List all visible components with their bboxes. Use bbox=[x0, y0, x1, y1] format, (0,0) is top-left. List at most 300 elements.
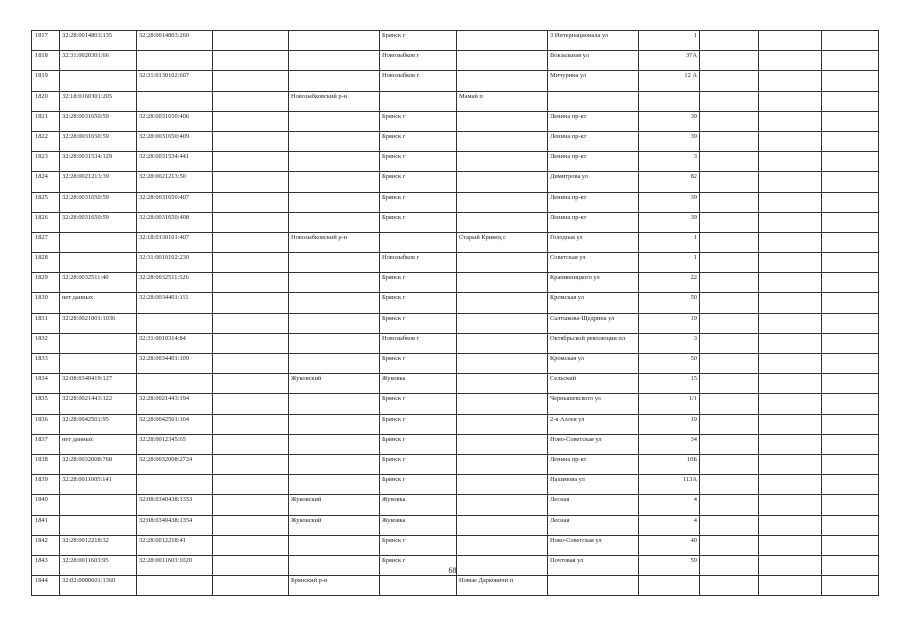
district-cell bbox=[289, 152, 380, 172]
settlement-cell bbox=[457, 515, 548, 535]
object-cadastral-number-cell bbox=[137, 374, 213, 394]
empty-cell bbox=[759, 576, 822, 596]
empty-cell bbox=[213, 454, 289, 474]
city-cell: Брянск г bbox=[380, 354, 457, 374]
district-cell bbox=[289, 293, 380, 313]
cadastral-number-cell: 32:28:0031650:59 bbox=[60, 212, 137, 232]
row-number-cell: 1817 bbox=[32, 31, 60, 51]
row-number-cell: 1831 bbox=[32, 313, 60, 333]
settlement-cell: Старый Кривец с bbox=[457, 232, 548, 252]
street-cell: 3 Интернационала ул bbox=[548, 31, 639, 51]
cadastral-number-cell: 32:28:0011603:95 bbox=[60, 555, 137, 575]
empty-cell bbox=[213, 273, 289, 293]
district-cell bbox=[289, 111, 380, 131]
row-number-cell: 1840 bbox=[32, 495, 60, 515]
empty-cell bbox=[759, 152, 822, 172]
empty-cell bbox=[700, 253, 759, 273]
object-cadastral-number-cell: 32:28:0012345:65 bbox=[137, 434, 213, 454]
empty-cell bbox=[759, 91, 822, 111]
empty-cell bbox=[213, 576, 289, 596]
street-cell: Ленина пр-кт bbox=[548, 212, 639, 232]
object-cadastral-number-cell: 32:08:0340438:1353 bbox=[137, 495, 213, 515]
object-cadastral-number-cell bbox=[137, 576, 213, 596]
city-cell: Брянск г bbox=[380, 212, 457, 232]
row-number-cell: 1842 bbox=[32, 535, 60, 555]
cadastral-number-cell bbox=[60, 333, 137, 353]
city-cell: Брянск г bbox=[380, 172, 457, 192]
empty-cell bbox=[822, 192, 879, 212]
house-number-cell: 19 bbox=[639, 313, 700, 333]
row-number-cell: 1826 bbox=[32, 212, 60, 232]
empty-cell bbox=[213, 434, 289, 454]
house-number-cell bbox=[639, 91, 700, 111]
object-cadastral-number-cell bbox=[137, 313, 213, 333]
city-cell: Брянск г bbox=[380, 555, 457, 575]
settlement-cell bbox=[457, 374, 548, 394]
cadastral-number-cell: 32:28:0014803:135 bbox=[60, 31, 137, 51]
settlement-cell bbox=[457, 434, 548, 454]
empty-cell bbox=[213, 91, 289, 111]
street-cell: Мичурина ул bbox=[548, 71, 639, 91]
empty-cell bbox=[700, 354, 759, 374]
empty-cell bbox=[700, 172, 759, 192]
street-cell: Октябрьской революции пл bbox=[548, 333, 639, 353]
empty-cell bbox=[700, 152, 759, 172]
district-cell bbox=[289, 31, 380, 51]
table-row bbox=[32, 111, 879, 131]
row-number-cell: 1825 bbox=[32, 192, 60, 212]
street-cell: Кромская ул bbox=[548, 354, 639, 374]
object-cadastral-number-cell: 32:31:0010102:230 bbox=[137, 253, 213, 273]
empty-cell bbox=[700, 313, 759, 333]
empty-cell bbox=[759, 475, 822, 495]
object-cadastral-number-cell: 32:28:0034401:109 bbox=[137, 354, 213, 374]
street-cell: Почтовая ул bbox=[548, 555, 639, 575]
empty-cell bbox=[700, 71, 759, 91]
empty-cell bbox=[700, 273, 759, 293]
district-cell bbox=[289, 253, 380, 273]
settlement-cell bbox=[457, 414, 548, 434]
district-cell: Брянский р-н bbox=[289, 576, 380, 596]
empty-cell bbox=[822, 152, 879, 172]
row-number-cell: 1822 bbox=[32, 131, 60, 151]
house-number-cell: 34 bbox=[639, 434, 700, 454]
empty-cell bbox=[759, 434, 822, 454]
city-cell: Жуковка bbox=[380, 374, 457, 394]
table-row bbox=[32, 414, 879, 434]
street-cell: Советская ул bbox=[548, 253, 639, 273]
empty-cell bbox=[213, 354, 289, 374]
empty-cell bbox=[700, 515, 759, 535]
cadastral-number-cell bbox=[60, 71, 137, 91]
settlement-cell bbox=[457, 51, 548, 71]
empty-cell bbox=[700, 454, 759, 474]
house-number-cell: 19 bbox=[639, 414, 700, 434]
house-number-cell: 40 bbox=[639, 535, 700, 555]
empty-cell bbox=[700, 576, 759, 596]
city-cell bbox=[380, 576, 457, 596]
empty-cell bbox=[700, 434, 759, 454]
city-cell: Новозыбков г bbox=[380, 71, 457, 91]
house-number-cell: 10Б bbox=[639, 454, 700, 474]
district-cell bbox=[289, 71, 380, 91]
street-cell: Голодная ул bbox=[548, 232, 639, 252]
empty-cell bbox=[213, 51, 289, 71]
house-number-cell: 39 bbox=[639, 111, 700, 131]
object-cadastral-number-cell: 32:28:0032511:526 bbox=[137, 273, 213, 293]
city-cell: Брянск г bbox=[380, 394, 457, 414]
empty-cell bbox=[213, 152, 289, 172]
settlement-cell bbox=[457, 333, 548, 353]
empty-cell bbox=[822, 293, 879, 313]
row-number-cell: 1829 bbox=[32, 273, 60, 293]
empty-cell bbox=[759, 31, 822, 51]
object-cadastral-number-cell bbox=[137, 475, 213, 495]
empty-cell bbox=[822, 576, 879, 596]
house-number-cell: 82 bbox=[639, 172, 700, 192]
row-number-cell: 1833 bbox=[32, 354, 60, 374]
empty-cell bbox=[822, 131, 879, 151]
cadastral-number-cell: 32:28:0032008:768 bbox=[60, 454, 137, 474]
cadastral-number-cell: 32:31:0020301:66 bbox=[60, 51, 137, 71]
cadastral-number-cell: нет данных bbox=[60, 293, 137, 313]
empty-cell bbox=[759, 374, 822, 394]
empty-cell bbox=[822, 313, 879, 333]
settlement-cell bbox=[457, 273, 548, 293]
empty-cell bbox=[213, 293, 289, 313]
city-cell: Брянск г bbox=[380, 454, 457, 474]
city-cell: Новозыбков г bbox=[380, 51, 457, 71]
settlement-cell bbox=[457, 71, 548, 91]
table-row bbox=[32, 374, 879, 394]
table-row bbox=[32, 354, 879, 374]
address-register-table bbox=[31, 30, 879, 596]
city-cell: Жуковка bbox=[380, 495, 457, 515]
cadastral-number-cell: 32:28:0021213:39 bbox=[60, 172, 137, 192]
settlement-cell bbox=[457, 253, 548, 273]
city-cell: Жуковка bbox=[380, 515, 457, 535]
empty-cell bbox=[822, 333, 879, 353]
table-row bbox=[32, 131, 879, 151]
settlement-cell: Мамай п bbox=[457, 91, 548, 111]
settlement-cell bbox=[457, 354, 548, 374]
empty-cell bbox=[700, 495, 759, 515]
cadastral-number-cell: 32:18:0160301:205 bbox=[60, 91, 137, 111]
table-row bbox=[32, 91, 879, 111]
house-number-cell: 50 bbox=[639, 293, 700, 313]
cadastral-number-cell: 32:28:0011005:141 bbox=[60, 475, 137, 495]
district-cell bbox=[289, 212, 380, 232]
house-number-cell: 39 bbox=[639, 192, 700, 212]
city-cell: Брянск г bbox=[380, 31, 457, 51]
table-body bbox=[32, 31, 879, 596]
empty-cell bbox=[213, 192, 289, 212]
empty-cell bbox=[700, 232, 759, 252]
district-cell bbox=[289, 51, 380, 71]
city-cell: Новозыбков г bbox=[380, 333, 457, 353]
object-cadastral-number-cell: 32:18:0130101:407 bbox=[137, 232, 213, 252]
empty-cell bbox=[822, 232, 879, 252]
empty-cell bbox=[822, 31, 879, 51]
empty-cell bbox=[213, 374, 289, 394]
row-number-cell: 1819 bbox=[32, 71, 60, 91]
empty-cell bbox=[213, 172, 289, 192]
row-number-cell: 1837 bbox=[32, 434, 60, 454]
empty-cell bbox=[822, 515, 879, 535]
empty-cell bbox=[213, 131, 289, 151]
cadastral-number-cell: 32:02:0080601:1360 bbox=[60, 576, 137, 596]
district-cell bbox=[289, 475, 380, 495]
empty-cell bbox=[822, 414, 879, 434]
empty-cell bbox=[822, 172, 879, 192]
house-number-cell: 1 bbox=[639, 253, 700, 273]
table-row bbox=[32, 71, 879, 91]
table-row bbox=[32, 495, 879, 515]
table-row bbox=[32, 31, 879, 51]
empty-cell bbox=[700, 333, 759, 353]
city-cell: Брянск г bbox=[380, 131, 457, 151]
street-cell bbox=[548, 91, 639, 111]
house-number-cell: 39 bbox=[639, 212, 700, 232]
empty-cell bbox=[822, 394, 879, 414]
row-number-cell: 1838 bbox=[32, 454, 60, 474]
district-cell: Новозыбковский р-н bbox=[289, 232, 380, 252]
empty-cell bbox=[700, 414, 759, 434]
empty-cell bbox=[822, 273, 879, 293]
city-cell: Брянск г bbox=[380, 192, 457, 212]
empty-cell bbox=[759, 515, 822, 535]
cadastral-number-cell: 32:28:0021443:122 bbox=[60, 394, 137, 414]
district-cell bbox=[289, 535, 380, 555]
city-cell: Брянск г bbox=[380, 535, 457, 555]
empty-cell bbox=[822, 354, 879, 374]
object-cadastral-number-cell: 32:28:0021443:194 bbox=[137, 394, 213, 414]
page-number: 68 bbox=[448, 566, 457, 575]
empty-cell bbox=[700, 131, 759, 151]
empty-cell bbox=[213, 535, 289, 555]
row-number-cell: 1818 bbox=[32, 51, 60, 71]
empty-cell bbox=[759, 333, 822, 353]
table-row bbox=[32, 152, 879, 172]
table-row bbox=[32, 232, 879, 252]
cadastral-number-cell bbox=[60, 515, 137, 535]
empty-cell bbox=[759, 253, 822, 273]
district-cell bbox=[289, 434, 380, 454]
cadastral-number-cell: 32:28:0032511:40 bbox=[60, 273, 137, 293]
settlement-cell bbox=[457, 394, 548, 414]
cadastral-number-cell: 32:28:0031650:59 bbox=[60, 111, 137, 131]
empty-cell bbox=[700, 293, 759, 313]
empty-cell bbox=[759, 273, 822, 293]
empty-cell bbox=[822, 212, 879, 232]
empty-cell bbox=[213, 333, 289, 353]
cadastral-number-cell: 32:28:0031650:59 bbox=[60, 131, 137, 151]
empty-cell bbox=[822, 495, 879, 515]
street-cell: Ленина пр-кт bbox=[548, 454, 639, 474]
empty-cell bbox=[759, 131, 822, 151]
row-number-cell: 1828 bbox=[32, 253, 60, 273]
empty-cell bbox=[759, 495, 822, 515]
empty-cell bbox=[700, 51, 759, 71]
table-row bbox=[32, 475, 879, 495]
cadastral-number-cell: 32:28:0012218:32 bbox=[60, 535, 137, 555]
cadastral-number-cell bbox=[60, 253, 137, 273]
house-number-cell: 3 bbox=[639, 152, 700, 172]
cadastral-number-cell: 32:28:0031650:59 bbox=[60, 192, 137, 212]
row-number-cell: 1832 bbox=[32, 333, 60, 353]
city-cell: Брянск г bbox=[380, 475, 457, 495]
empty-cell bbox=[822, 111, 879, 131]
table-row bbox=[32, 535, 879, 555]
object-cadastral-number-cell: 32:28:0011603:1020 bbox=[137, 555, 213, 575]
empty-cell bbox=[759, 293, 822, 313]
city-cell: Брянск г bbox=[380, 414, 457, 434]
empty-cell bbox=[759, 394, 822, 414]
object-cadastral-number-cell: 32:28:0034401:111 bbox=[137, 293, 213, 313]
object-cadastral-number-cell: 32:28:0031650:409 bbox=[137, 131, 213, 151]
empty-cell bbox=[213, 232, 289, 252]
settlement-cell bbox=[457, 111, 548, 131]
settlement-cell bbox=[457, 535, 548, 555]
house-number-cell: 4 bbox=[639, 495, 700, 515]
district-cell bbox=[289, 394, 380, 414]
settlement-cell bbox=[457, 313, 548, 333]
settlement-cell bbox=[457, 152, 548, 172]
empty-cell bbox=[822, 454, 879, 474]
row-number-cell: 1821 bbox=[32, 111, 60, 131]
empty-cell bbox=[759, 71, 822, 91]
table-row bbox=[32, 434, 879, 454]
empty-cell bbox=[700, 475, 759, 495]
street-cell: Крапивницкого ул bbox=[548, 273, 639, 293]
city-cell: Новозыбков г bbox=[380, 253, 457, 273]
city-cell bbox=[380, 232, 457, 252]
empty-cell bbox=[759, 354, 822, 374]
row-number-cell: 1839 bbox=[32, 475, 60, 495]
object-cadastral-number-cell: 32:28:0012218:41 bbox=[137, 535, 213, 555]
table-row bbox=[32, 293, 879, 313]
house-number-cell: 1 bbox=[639, 31, 700, 51]
empty-cell bbox=[759, 212, 822, 232]
table-row bbox=[32, 212, 879, 232]
row-number-cell: 1835 bbox=[32, 394, 60, 414]
empty-cell bbox=[822, 253, 879, 273]
table-row bbox=[32, 454, 879, 474]
empty-cell bbox=[213, 253, 289, 273]
empty-cell bbox=[759, 414, 822, 434]
city-cell: Брянск г bbox=[380, 273, 457, 293]
street-cell: Ленина пр-кт bbox=[548, 131, 639, 151]
object-cadastral-number-cell: 32:28:0031650:406 bbox=[137, 111, 213, 131]
district-cell: Жуковский bbox=[289, 495, 380, 515]
district-cell bbox=[289, 333, 380, 353]
empty-cell bbox=[759, 111, 822, 131]
empty-cell bbox=[822, 71, 879, 91]
city-cell bbox=[380, 91, 457, 111]
house-number-cell: 3 bbox=[639, 333, 700, 353]
table-row bbox=[32, 273, 879, 293]
empty-cell bbox=[213, 495, 289, 515]
object-cadastral-number-cell: 32:28:0031534:441 bbox=[137, 152, 213, 172]
row-number-cell: 1844 bbox=[32, 576, 60, 596]
empty-cell bbox=[213, 71, 289, 91]
empty-cell bbox=[759, 172, 822, 192]
house-number-cell: 1 bbox=[639, 232, 700, 252]
empty-cell bbox=[759, 454, 822, 474]
table-row bbox=[32, 333, 879, 353]
district-cell: Новозыбковский р-н bbox=[289, 91, 380, 111]
city-cell: Брянск г bbox=[380, 152, 457, 172]
city-cell: Брянск г bbox=[380, 434, 457, 454]
empty-cell bbox=[700, 192, 759, 212]
object-cadastral-number-cell bbox=[137, 91, 213, 111]
street-cell: Ленина пр-кт bbox=[548, 192, 639, 212]
table-row bbox=[32, 394, 879, 414]
object-cadastral-number-cell bbox=[137, 51, 213, 71]
table-row bbox=[32, 576, 879, 596]
house-number-cell: 12 А bbox=[639, 71, 700, 91]
settlement-cell bbox=[457, 495, 548, 515]
cadastral-number-cell: 32:28:0042501:95 bbox=[60, 414, 137, 434]
empty-cell bbox=[822, 475, 879, 495]
settlement-cell bbox=[457, 212, 548, 232]
empty-cell bbox=[700, 91, 759, 111]
empty-cell bbox=[759, 232, 822, 252]
row-number-cell: 1824 bbox=[32, 172, 60, 192]
row-number-cell: 1823 bbox=[32, 152, 60, 172]
empty-cell bbox=[822, 374, 879, 394]
district-cell bbox=[289, 313, 380, 333]
empty-cell bbox=[822, 434, 879, 454]
house-number-cell: 37А bbox=[639, 51, 700, 71]
city-cell: Брянск г bbox=[380, 111, 457, 131]
district-cell bbox=[289, 273, 380, 293]
house-number-cell: 59 bbox=[639, 555, 700, 575]
object-cadastral-number-cell: 32:08:0340438:1354 bbox=[137, 515, 213, 535]
street-cell: Вокзальная ул bbox=[548, 51, 639, 71]
house-number-cell: 4 bbox=[639, 515, 700, 535]
empty-cell bbox=[213, 394, 289, 414]
district-cell bbox=[289, 131, 380, 151]
street-cell: Ленина пр-кт bbox=[548, 152, 639, 172]
settlement-cell bbox=[457, 31, 548, 51]
empty-cell bbox=[700, 111, 759, 131]
house-number-cell: 50 bbox=[639, 354, 700, 374]
empty-cell bbox=[700, 212, 759, 232]
district-cell bbox=[289, 172, 380, 192]
cadastral-number-cell bbox=[60, 495, 137, 515]
district-cell: Жуковский bbox=[289, 515, 380, 535]
empty-cell bbox=[822, 535, 879, 555]
row-number-cell: 1843 bbox=[32, 555, 60, 575]
street-cell: Чернышевского ул bbox=[548, 394, 639, 414]
cadastral-number-cell bbox=[60, 354, 137, 374]
table-row bbox=[32, 515, 879, 535]
street-cell: Ново-Советская ул bbox=[548, 535, 639, 555]
settlement-cell bbox=[457, 475, 548, 495]
street-cell: 2-я Аллея ул bbox=[548, 414, 639, 434]
table-row bbox=[32, 313, 879, 333]
settlement-cell bbox=[457, 293, 548, 313]
object-cadastral-number-cell: 32:28:0042501:104 bbox=[137, 414, 213, 434]
street-cell: Лесная bbox=[548, 515, 639, 535]
object-cadastral-number-cell: 32:28:0031650:407 bbox=[137, 192, 213, 212]
district-cell: Жуковский bbox=[289, 374, 380, 394]
house-number-cell: 15 bbox=[639, 374, 700, 394]
empty-cell bbox=[822, 91, 879, 111]
street-cell: Ленина пр-кт bbox=[548, 111, 639, 131]
district-cell bbox=[289, 354, 380, 374]
